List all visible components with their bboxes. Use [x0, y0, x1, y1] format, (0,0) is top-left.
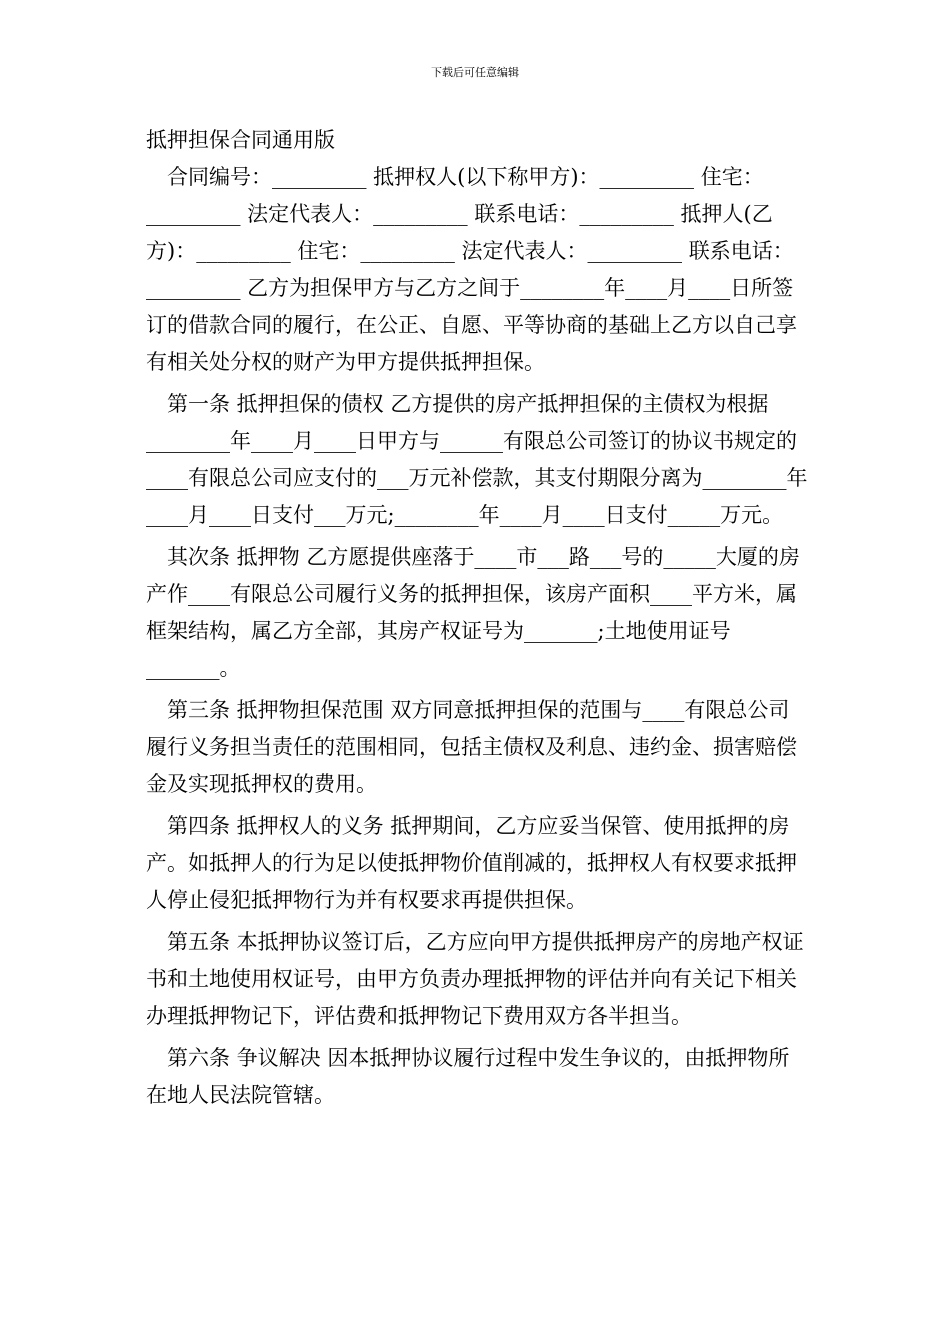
document-body [146, 122, 810, 1114]
clause-1: 第一条 抵押担保的债权 乙方提供的房产抵押担保的主债权为根据________年____月____日甲方与______有限总公司签订的协议书规定的____有限总公司应支付的___万元补偿款，其支付期限分离为________年____月____日支付___万元;________年____月____日支付_____万元。 [146, 392, 808, 527]
clause-5: 第五条 本抵押协议签订后，乙方应向甲方提供抵押房产的房地产权证书和土地使用权证号，由甲方负责办理抵押物的评估并向有关记下相关办理抵押物记下，评估费和抵押物记下费用双方各半担当。 [146, 930, 804, 1028]
page-header: 下载后可任意编辑 [431, 66, 519, 79]
document-title: 抵押担保合同通用版 [146, 128, 335, 152]
clause-2: 其次条 抵押物 乙方愿提供座落于____市___路___号的_____大厦的房产作____有限总公司履行义务的抵押担保，该房产面积____平方米，属框架结构，属乙方全部，其房产权证号为_______;土地使用证号_______。 [146, 545, 800, 680]
contract-intro: 合同编号：_________ 抵押权人(以下称甲方)：_________ 住宅：_________ 法定代表人：_________ 联系电话：_________ 抵押人(乙方)：_________ 住宅：_________ 法定代表人：_________ 联系电话：_________ 乙方为担保甲方与乙方之间于________年____月____日所签订的借款合同的履行，在公正、自愿、平等协商的基础上乙方以自己享有相关处分权的财产为甲方提供抵押担保。 [146, 165, 797, 374]
clause-6: 第六条 争议解决 因本抵押协议履行过程中发生争议的，由抵押物所在地人民法院管辖。 [146, 1046, 790, 1107]
clause-3: 第三条 抵押物担保范围 双方同意抵押担保的范围与____有限总公司履行义务担当责任的范围相同，包括主债权及利息、违约金、损害赔偿金及实现抵押权的费用。 [146, 698, 797, 796]
clause-4: 第四条 抵押权人的义务 抵押期间，乙方应妥当保管、使用抵押的房产。如抵押人的行为足以使抵押物价值削减的，抵押权人有权要求抵押人停止侵犯抵押物行为并有权要求再提供担保。 [146, 814, 797, 912]
